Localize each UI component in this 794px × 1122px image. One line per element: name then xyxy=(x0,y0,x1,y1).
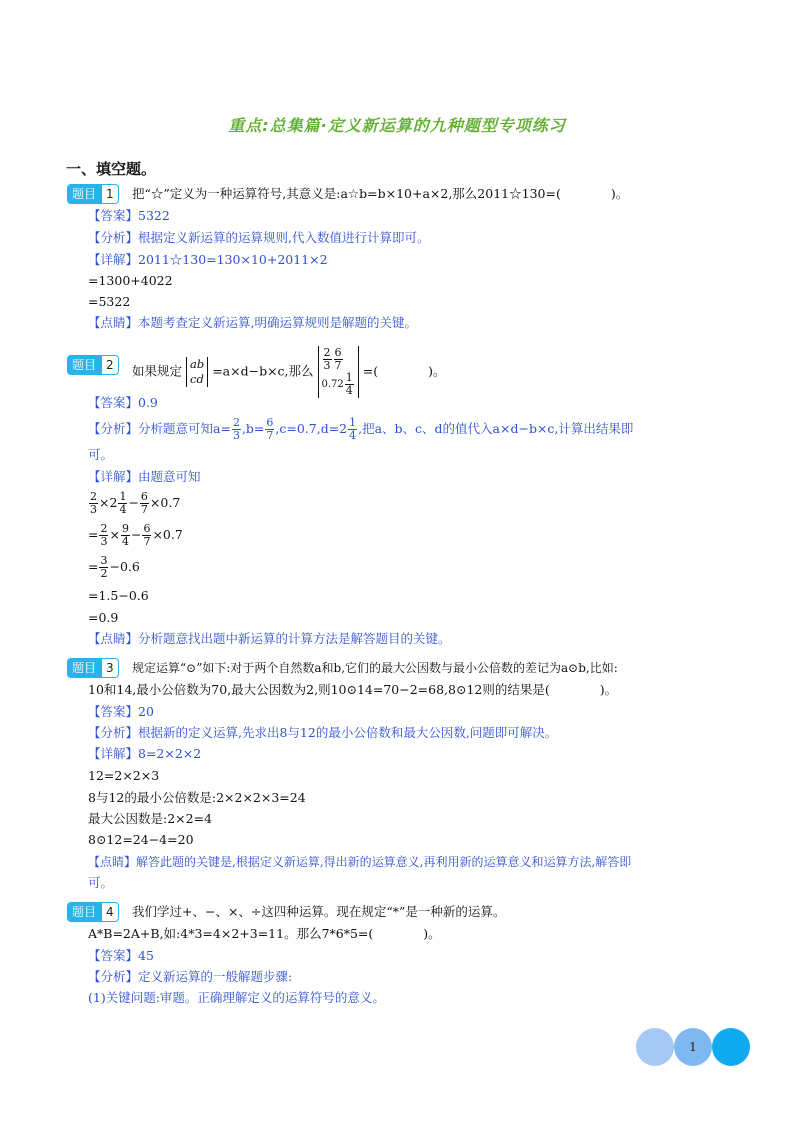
detail: 【详解】2011☆130=130×10+2011×2 xyxy=(88,252,328,267)
calc-text: − xyxy=(128,495,139,510)
answer: 【答案】45 xyxy=(88,948,154,963)
calc-step: 最大公因数是:2×2=4 xyxy=(88,811,213,826)
question-stem-continued: 10和14,最小公倍数为70,最大公因数为2,则10⊙14=70−2=68,8⊙12则的结果是( )。 xyxy=(88,682,618,697)
comment: 【点睛】分析题意找出题中新运算的计算方法是解答题目的关键。 xyxy=(88,631,451,646)
badge-number: 2 xyxy=(101,355,119,375)
question-badge xyxy=(67,902,119,922)
determinant-values xyxy=(318,346,359,398)
page-deco-circle xyxy=(636,1028,674,1066)
analysis-text: ,b= xyxy=(241,421,265,436)
calc-text: = xyxy=(88,527,99,542)
analysis-text: 【分析】分析题意可知a= xyxy=(88,421,231,436)
question-badge xyxy=(67,184,119,204)
question-stem: 规定运算“⊙”如下:对于两个自然数a和b,它们的最大公因数与最小公倍数的差记为a⊙b,比如: xyxy=(132,661,618,675)
stem-text: =( )。 xyxy=(362,363,446,379)
det-row: ab xyxy=(190,357,205,371)
analysis: 【分析】定义新运算的一般解题步骤: xyxy=(88,969,293,984)
calc-text: −0.6 xyxy=(109,559,140,574)
calc-step: =1300+4022 xyxy=(88,273,173,288)
badge-number: 3 xyxy=(101,658,119,678)
answer: 【答案】20 xyxy=(88,704,154,719)
analysis: 【分析】根据定义新运算的运算规则,代入数值进行计算即可。 xyxy=(88,230,430,245)
calc-text: ×0.7 xyxy=(149,495,181,510)
calc-step: = $\frac{2}{3}$ × $\frac{9}{4}$ − $\frac{6}{7}$ ×0.7 xyxy=(88,522,183,548)
page-deco-circle xyxy=(712,1028,750,1066)
question-stem xyxy=(132,346,446,398)
comment: 【点睛】解答此题的关键是,根据定义新运算,得出新的运算意义,再利用新的运算意义和运算方法,解答即 xyxy=(88,855,632,869)
analysis-step: (1)关键问题:审题。正确理解定义的运算符号的意义。 xyxy=(88,990,385,1005)
badge-label: 题目 xyxy=(67,184,101,204)
detail: 【详解】由题意可知 xyxy=(88,469,201,484)
calc-step: 8与12的最小公倍数是:2×2×2×3=24 xyxy=(88,790,306,805)
det-row: 0.72 $\frac{1}{4}$ xyxy=(321,371,353,397)
calc-step: =1.5−0.6 xyxy=(88,588,149,603)
question-badge xyxy=(67,355,119,375)
badge-number: 4 xyxy=(101,902,119,922)
analysis-text: ,c=0.7,d=2 xyxy=(275,421,348,436)
answer: 【答案】0.9 xyxy=(88,395,158,410)
calc-step: =5322 xyxy=(88,294,131,309)
det-row: $\frac{2}{3}$ $\frac{6}{7}$ xyxy=(323,346,342,372)
question-stem: 我们学过+、−、×、÷这四种运算。现在规定“*”是一种新的运算。 xyxy=(132,904,506,919)
calc-step: 8⊙12=24−4=20 xyxy=(88,832,194,847)
question-badge xyxy=(67,658,119,678)
badge-label: 题目 xyxy=(67,658,101,678)
badge-label: 题目 xyxy=(67,902,101,922)
answer: 【答案】5322 xyxy=(88,208,170,223)
page-title: 重点:总集篇·定义新运算的九种题型专项练习 xyxy=(228,116,566,135)
badge-number: 1 xyxy=(101,184,119,204)
calc-step: $\frac{2}{3}$ ×2 $\frac{1}{4}$ − $\frac{6}{7}$ ×0.7 xyxy=(90,490,181,516)
calc-step: = $\frac{3}{2}$ −0.6 xyxy=(88,554,140,580)
stem-text: =a×d−b×c,那么 xyxy=(212,363,314,379)
question-stem-continued: A*B=2A+B,如:4*3=4×2+3=11。那么7*6*5=( )。 xyxy=(88,926,441,941)
calc-text: = xyxy=(88,559,99,574)
determinant-definition xyxy=(186,357,208,387)
analysis-text: ,把a、b、c、d的值代入a×d−b×c,计算出结果即 xyxy=(358,421,634,436)
det-row: cd xyxy=(190,372,204,386)
comment-continued: 可。 xyxy=(88,875,114,890)
calc-step: =0.9 xyxy=(88,610,119,625)
question-stem: 把“☆”定义为一种运算符号,其意义是:a☆b=b×10+a×2,那么2011☆130=( )。 xyxy=(132,186,629,201)
analysis: 【分析】根据新的定义运算,先求出8与12的最小公倍数和最大公因数,问题即可解决。 xyxy=(88,725,558,740)
calc-step: 12=2×2×3 xyxy=(88,768,160,783)
stem-text: 如果规定 xyxy=(132,363,183,379)
detail: 【详解】8=2×2×2 xyxy=(88,746,202,761)
section-heading: 一、填空题。 xyxy=(66,160,157,178)
badge-label: 题目 xyxy=(67,355,101,375)
analysis-continued: 可。 xyxy=(88,447,114,462)
analysis: 【分析】分析题意可知a= $\frac{2}{3}$ ,b= $\frac{6}{7}$ ,c=0.7,d=2 $\frac{1}{4}$ ,把a、b、c、d的值代入a×d−b×c,计算出结果即 xyxy=(88,416,634,442)
comment: 【点睛】本题考查定义新运算,明确运算规则是解题的关键。 xyxy=(88,315,417,330)
page-number: 1 xyxy=(674,1028,712,1066)
